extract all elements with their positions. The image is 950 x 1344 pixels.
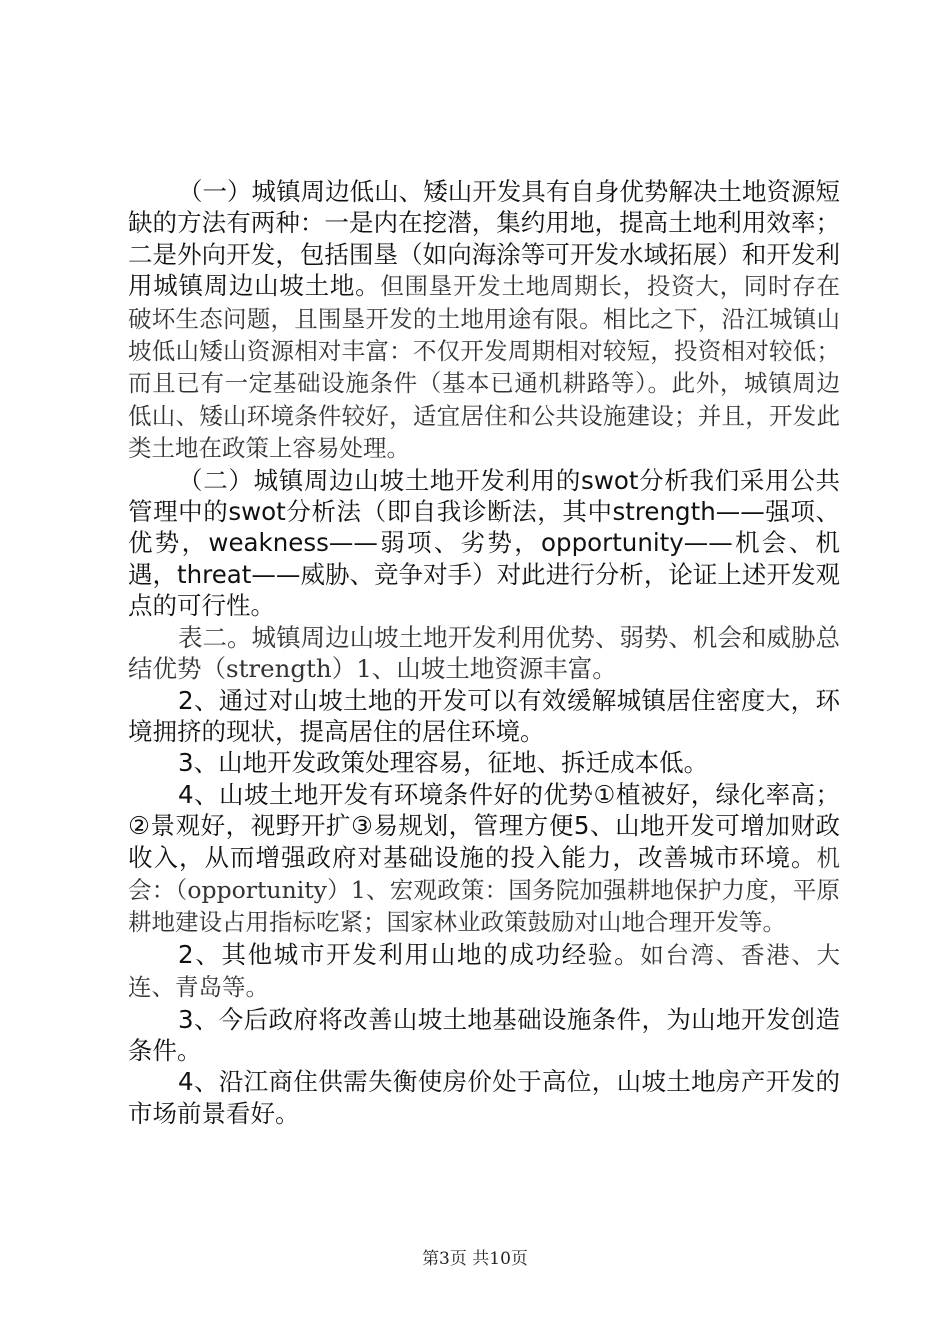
paragraph-3-table-caption (128, 622, 840, 685)
paragraph-6-main: 4、山坡土地开发有环境条件好的优势①植被好，绿化率高；②景观好，视野开扩③易规划，管理方便5、山地开发可增加财政收入，从而增强政府对基础设施的投入能力，改善城市环境。 (128, 779, 840, 872)
paragraph-2-main: （二）城镇周边山坡土地开发利用的swot分析我们采用公共管理中的swot分析法（即自我诊断法，其中strength——强项、优势，weakness——弱项、劣势，opportunity——机会、机遇，threat——威胁、竞争对手）对此进行分析，论证上述开发观点的可行性。 (128, 465, 840, 621)
paragraph-6 (128, 779, 840, 939)
paragraph-4 (128, 685, 840, 748)
paragraph-9 (128, 1066, 840, 1129)
paragraph-2 (128, 465, 840, 622)
paragraph-7 (128, 939, 840, 1004)
paragraph-5 (128, 747, 840, 778)
paragraph-1-main: （一）城镇周边低山、矮山开发具有自身优势解决土地资源短缺的方法有两种：一是内在挖潜，集约用地，提高土地利用效率；二是外向开发，包括围垦（如向海涂等可开发水域拓展）和开发利用城镇周边山坡土地。 (128, 177, 840, 301)
paragraph-1-continuation: 但围垦开发土地周期长，投资大，同时存在破坏生态问题，且围垦开发的土地用途有限。相比之下，沿江城镇山坡低山矮山资源相对丰富：不仅开发周期相对较短，投资相对较低；而且已有一定基础设施条件（基本已通机耕路等）。此外，城镇周边低山、矮山环境条件较好，适宜居住和公共设施建设；并且，开发此类土地在政策上容易处理。 (128, 272, 841, 463)
page-number-footer: 第3页 共10页 (422, 1249, 528, 1269)
paragraph-7-continuation: 如台湾、香港、大连、青岛等。 (128, 940, 840, 1002)
paragraph-4-main: 2、通过对山坡土地的开发可以有效缓解城镇居住密度大，环境拥挤的现状，提高居住的居住环境。 (128, 685, 840, 746)
paragraph-1 (128, 176, 840, 465)
paragraph-8-main: 3、今后政府将改善山坡土地基础设施条件，为山地开发创造条件。 (128, 1004, 840, 1065)
paragraph-7-main: 2、其他城市开发利用山地的成功经验。 (178, 939, 641, 969)
paragraph-3-text: 表二。城镇周边山坡土地开发利用优势、弱势、机会和威胁总结优势（strength）1、山坡土地资源丰富。 (128, 622, 840, 684)
document-body (128, 176, 840, 1129)
paragraph-9-main: 4、沿江商住供需失衡使房价处于高位，山坡土地房产开发的市场前景看好。 (128, 1067, 840, 1128)
paragraph-8 (128, 1004, 840, 1067)
paragraph-5-main: 3、山地开发政策处理容易，征地、拆迁成本低。 (178, 748, 709, 778)
paragraph-6-continuation: 机会：（opportunity）1、宏观政策：国务院加强耕地保护力度，平原耕地建设占用指标吃紧；国家林业政策鼓励对山地合理开发等。 (128, 843, 840, 937)
